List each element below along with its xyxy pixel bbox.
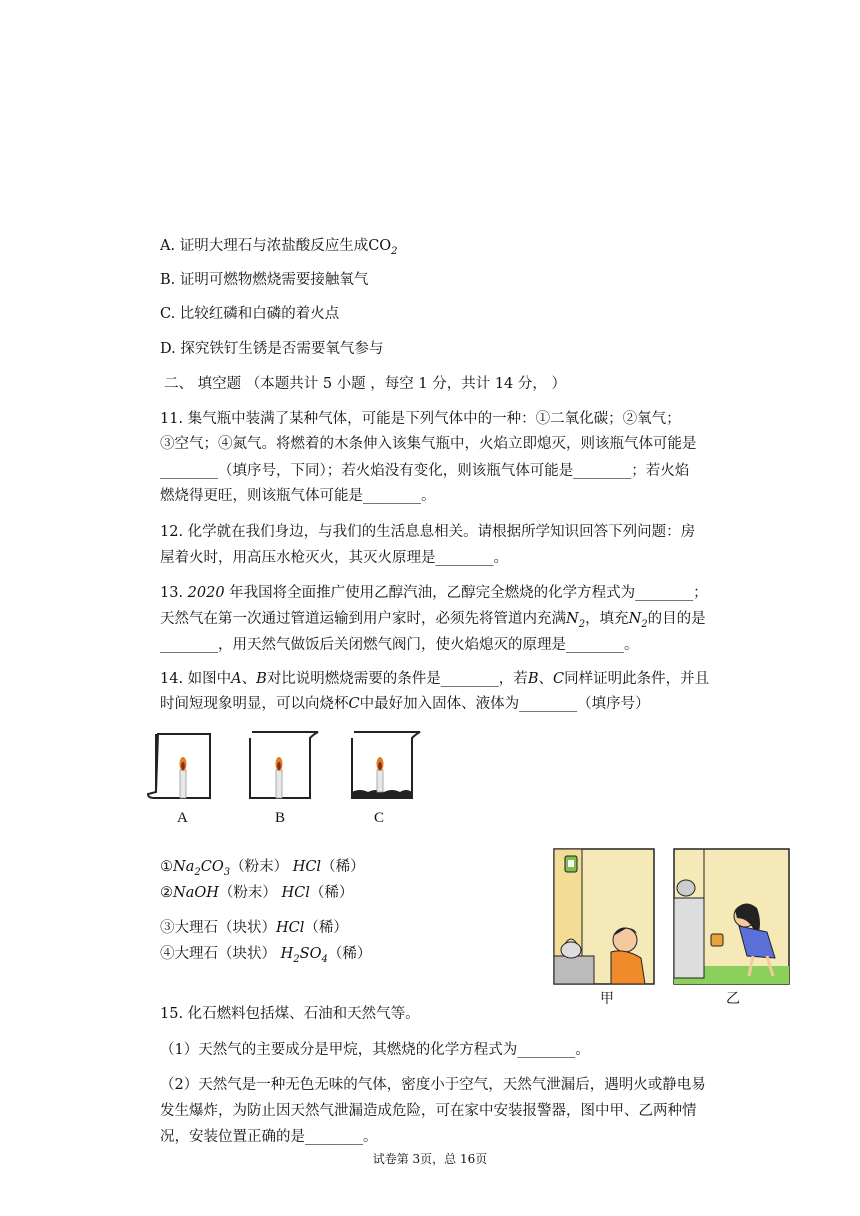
q13-line-2 [160, 609, 706, 635]
page-footer: 试卷第 3页，总 16页 [372, 1152, 488, 1166]
q13-line-2-a: 天然气在第一次通过管道运输到用户家时，必须先将管道内充满 [160, 611, 566, 627]
panel-label-jia: 甲 [600, 991, 614, 1007]
q14-l2-b: 中最好加入固体、液体为________（填序号） [359, 696, 650, 712]
q11-line-3: ________（填序号，下同）；若火焰没有变化，则该瓶气体可能是________；若火焰 [160, 463, 690, 479]
choice-1-dilute: （稀） [321, 859, 365, 875]
choice-4-so: SO [299, 946, 322, 962]
beaker-label-a: A [177, 810, 188, 826]
q13-n2-b: N [628, 611, 642, 627]
q13-prefix: 13. [160, 585, 188, 601]
q15-part-2-line-2: 发生爆炸，为防止因天然气泄漏造成危险，可在家中安装报警器，图中甲、乙两种情 [160, 1103, 697, 1119]
beaker-label-b: B [275, 810, 286, 826]
option-b: B. 证明可燃物燃烧需要接触氧气 [160, 272, 369, 288]
beaker-figure [140, 728, 430, 803]
beaker-c [352, 732, 420, 798]
q13-line-3: ________，用天然气做饭后关闭燃气阀门，使火焰熄灭的原理是________。 [160, 637, 639, 653]
q13-year: 2020 [187, 585, 225, 601]
choice-3-text: ③大理石（块状） [160, 920, 276, 936]
q14-var-b2: B [527, 671, 539, 687]
q13-n2-b-sub: 2 [641, 618, 648, 630]
q14-l1-b: 对比说明燃烧需要的条件是________，若 [266, 671, 528, 687]
choice-1-sub1: 2 [194, 866, 201, 878]
q13-n2-a: N [566, 611, 579, 627]
q14-var-c: C [552, 671, 565, 687]
option-a-text: A. 证明大理石与浓盐酸反应生成CO [160, 238, 392, 254]
option-a-sub: 2 [391, 245, 398, 257]
choice-1 [160, 857, 365, 883]
choice-1-num: ① [160, 859, 173, 875]
choice-1-state: （粉末） [230, 859, 289, 875]
beaker-a [148, 734, 210, 798]
q12-line-2: 屋着火时，用高压水枪灭火，其灭火原理是________。 [160, 550, 508, 566]
choice-3-dilute: （稀） [304, 920, 348, 936]
q12-line-1: 12. 化学就在我们身边，与我们的生活息息相关。请根据所学知识回答下列问题：房 [160, 524, 696, 540]
choice-2 [160, 883, 353, 903]
choice-2-state: （粉末） [218, 885, 277, 901]
choice-1-co: CO [200, 859, 224, 875]
q13-line-2-b: ，填充 [585, 611, 629, 627]
choice-3 [160, 918, 348, 938]
q14-var-a: A [231, 671, 242, 687]
q14-var-b: B [256, 671, 267, 687]
q13-n2-a-sub: 2 [578, 618, 586, 630]
choice-4-h: H [280, 946, 294, 962]
q15-line-1: 15. 化石燃料包括煤、石油和天然气等。 [160, 1006, 420, 1022]
choice-1-hcl: HCl [292, 859, 322, 875]
choice-4-sub2: 4 [321, 953, 328, 965]
q15-part-2-line-3: 况，安装位置正确的是________。 [160, 1129, 378, 1145]
q14-l2-a: 时间短现象明显，可以向烧杯 [160, 696, 349, 712]
q14-sep-1: 、 [241, 671, 257, 687]
choice-2-hcl: HCl [281, 885, 310, 901]
choice-2-dilute: （稀） [309, 885, 354, 901]
choice-4-text: ④大理石（块状） [160, 946, 276, 962]
choice-1-na: Na [173, 859, 195, 875]
q13-line-1-rest: 年我国将全面推广使用乙醇汽油，乙醇完全燃烧的化学方程式为________； [224, 585, 708, 601]
kitchen-illustration [553, 848, 791, 988]
choice-2-naoh: NaOH [173, 885, 219, 901]
q14-l1-c: 同样证明此条件，并且 [564, 671, 710, 687]
q11-line-4: 燃烧得更旺，则该瓶气体可能是________。 [160, 488, 436, 504]
option-d: D. 探究铁钉生锈是否需要氧气参与 [160, 341, 384, 357]
q11-line-2: ③空气；④氮气。将燃着的木条伸入该集气瓶中，火焰立即熄灭，则该瓶气体可能是 [160, 436, 697, 452]
q11-line-1: 11. 集气瓶中装满了某种气体，可能是下列气体中的一种：①二氧化碳；②氧气； [160, 411, 681, 427]
q13-line-2-c: 的目的是 [647, 611, 706, 627]
beaker-b [250, 732, 318, 798]
choice-1-sub2: 3 [223, 866, 231, 878]
choice-3-hcl: HCl [276, 920, 305, 936]
q14-l1-a: 14. 如图中 [160, 671, 232, 687]
option-c: C. 比较红磷和白磷的着火点 [160, 306, 340, 322]
q14-sep-2: 、 [538, 671, 553, 687]
q14-var-c2: C [348, 696, 360, 712]
section-heading: 二、 填空题 （本题共计 5 小题 ，每空 1 分，共计 14 分， ） [164, 376, 566, 392]
panel-jia [554, 849, 654, 984]
choice-4-dilute: （稀） [327, 946, 372, 962]
choice-4-sub1: 2 [293, 953, 300, 965]
q14-line-2 [160, 694, 650, 714]
beaker-label-c: C [374, 810, 385, 826]
choice-4 [160, 944, 371, 970]
panel-yi [674, 849, 789, 984]
q15-part-2-line-1: （2）天然气是一种无色无味的气体，密度小于空气，天然气泄漏后，遇明火或静电易 [160, 1077, 706, 1093]
option-a [160, 236, 398, 262]
panel-label-yi: 乙 [726, 991, 740, 1007]
q14-line-1 [160, 669, 709, 689]
choice-2-num: ② [160, 885, 173, 901]
q15-part-1: （1）天然气的主要成分是甲烷，其燃烧的化学方程式为________。 [160, 1042, 590, 1058]
q13-line-1 [160, 583, 708, 603]
